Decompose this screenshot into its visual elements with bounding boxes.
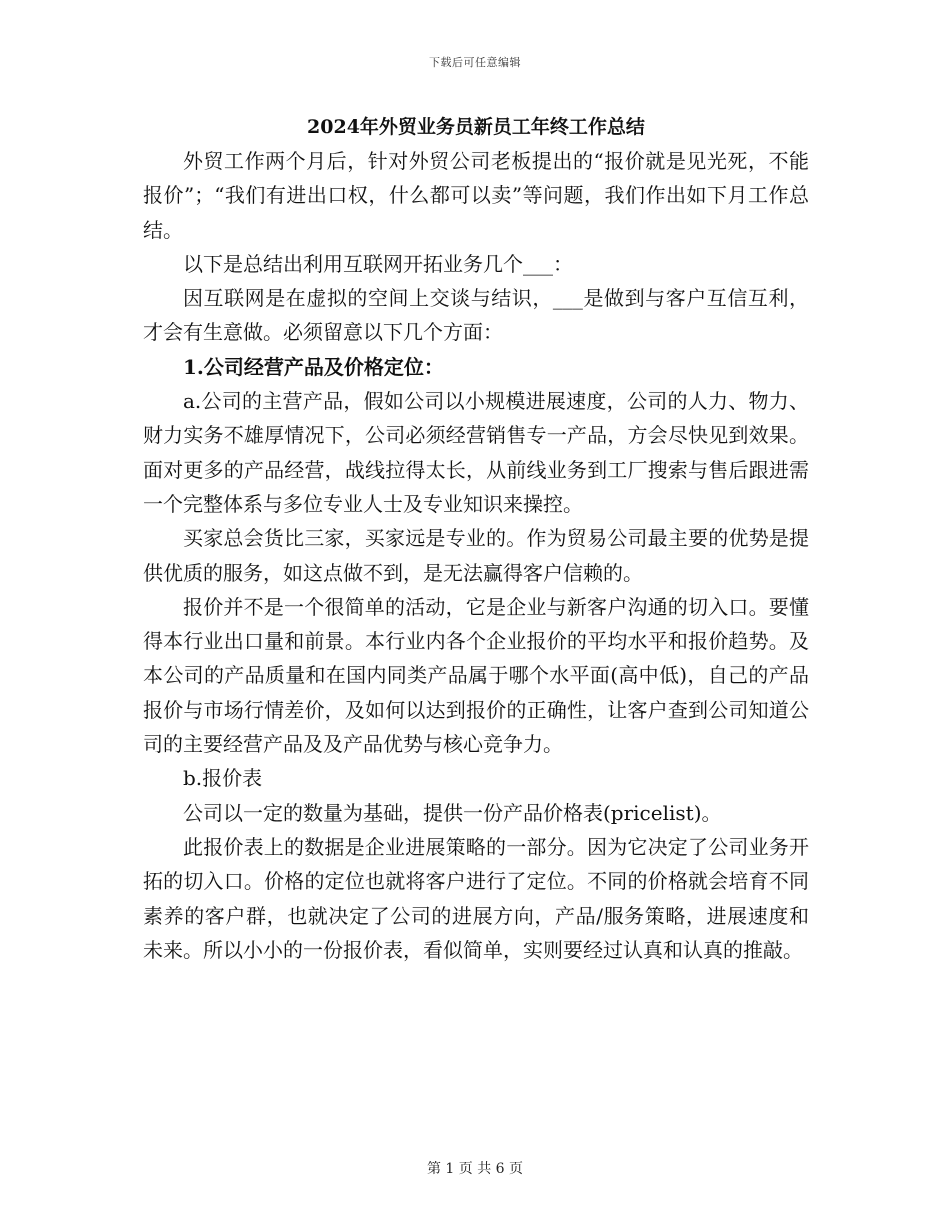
- paragraph-summary-lead: 以下是总结出利用互联网开拓业务几个___：: [183, 251, 573, 276]
- paragraph-internet-trust: 因互联网是在虚拟的空间上交谈与结识，___是做到与客户互信互利，才会有生意做。必须留意以下几个方面：: [143, 286, 809, 345]
- paragraph-price-list-strategy: 此报价表上的数据是企业进展策略的一部分。因为它决定了公司业务开拓的切入口。价格的定位也就将客户进行了定位。不同的价格就会培育不同素养的客户群，也就决定了公司的进展方向，产品/服务策略，进展速度和未来。所以小小的一份报价表，看似简单，实则要经过认真和认真的推敲。: [143, 834, 809, 962]
- section-heading-product-pricing: 1.公司经营产品及价格定位：: [183, 354, 444, 379]
- page-number-footer: 第 1 页 共 6 页: [426, 1161, 524, 1177]
- paragraph-price-list-basis: 公司以一定的数量为基础，提供一份产品价格表(pricelist)。: [183, 800, 722, 825]
- paragraph-intro: 外贸工作两个月后，针对外贸公司老板提出的“报价就是见光死，不能报价”；“我们有进出口权，什么都可以卖”等问题，我们作出如下月工作总结。: [143, 149, 809, 242]
- page-header-note: 下载后可任意编辑: [429, 56, 521, 69]
- paragraph-quotation-activity: 报价并不是一个很简单的活动，它是企业与新客户沟通的切入口。要懂得本行业出口量和前景。本行业内各个企业报价的平均水平和报价趋势。及本公司的产品质量和在国内同类产品属于哪个水平面(高中低)，自己的产品报价与市场行情差价，及如何以达到报价的正确性，让客户查到公司知道公司的主要经营产品及及产品优势与核心竞争力。: [143, 594, 809, 757]
- document-title: 2024年外贸业务员新员工年终工作总结: [307, 116, 645, 138]
- subheading-price-list: b.报价表: [183, 766, 263, 791]
- paragraph-buyers-compare: 买家总会货比三家，买家远是专业的。作为贸易公司最主要的优势是提供优质的服务，如这点做不到，是无法赢得客户信赖的。: [143, 526, 809, 585]
- paragraph-main-products: a.公司的主营产品，假如公司以小规模进展速度，公司的人力、物力、财力实务不雄厚情况下，公司必须经营销售专一产品，方会尽快见到效果。面对更多的产品经营，战线拉得太长，从前线业务到工厂搜索与售后跟进需一个完整体系与多位专业人士及专业知识来操控。: [143, 389, 809, 516]
- document-body: [143, 110, 809, 967]
